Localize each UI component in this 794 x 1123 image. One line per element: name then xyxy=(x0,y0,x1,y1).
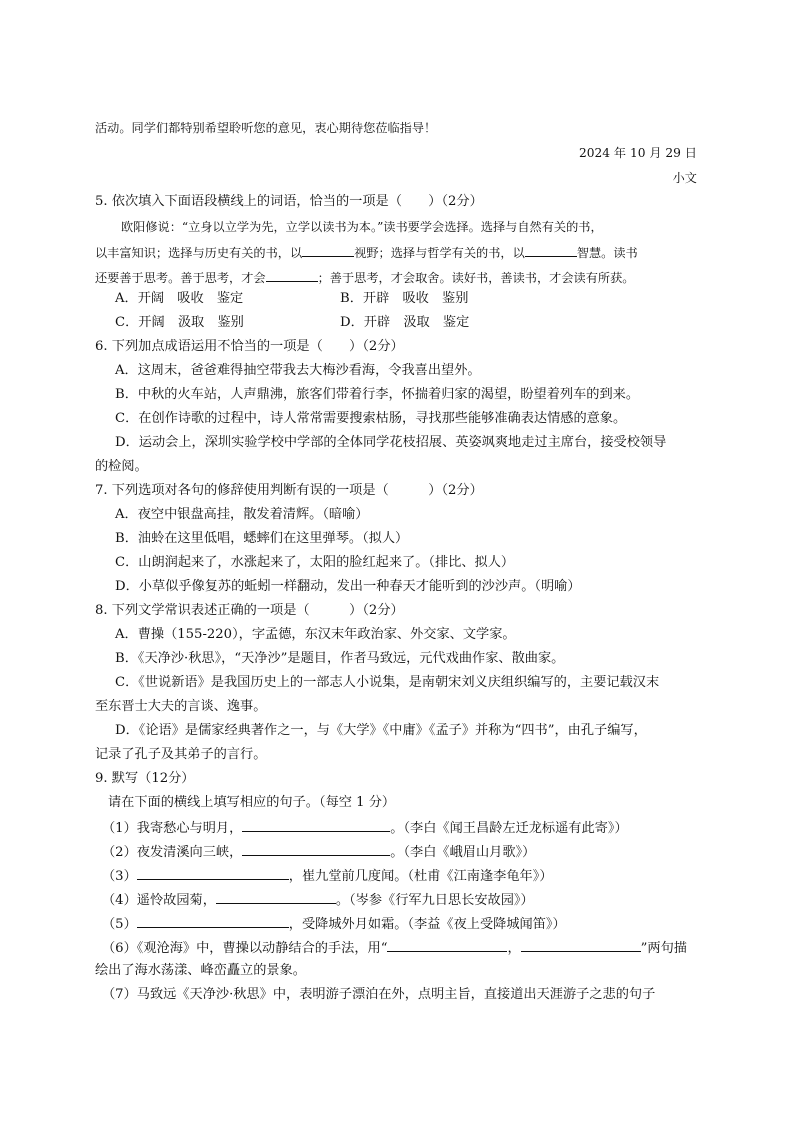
q9-blank-3[interactable] xyxy=(137,867,289,880)
q7-option-b[interactable]: B．油蛉在这里低唱，蟋蟀们在这里弹琴。（拟人） xyxy=(115,531,409,546)
q5-option-a[interactable]: A．开阔 吸收 鉴定 xyxy=(115,291,244,306)
q9-item-4: （4）遥怜故园菊， 。（岑参《行军九日思长安故园》） xyxy=(102,893,534,908)
signature-text: 小文 xyxy=(672,171,697,185)
q9-blank-5[interactable] xyxy=(137,915,289,928)
q9-blank-6[interactable] xyxy=(387,939,507,952)
q5-option-b[interactable]: B．开辟 吸收 鉴别 xyxy=(340,291,469,306)
q9-instruction: 请在下面的横线上填写相应的句子。（每空 1 分） xyxy=(108,795,396,810)
q6-option-c[interactable]: C．在创作诗歌的过程中，诗人常常需要搜索枯肠，寻找那些能够准确表达情感的意象。 xyxy=(115,411,627,426)
q8-option-c-cont: 至东晋士大夫的言谈、逸事。 xyxy=(95,699,267,714)
q9-item-3: （3） ，崔九堂前几度闻。（杜甫《江南逢李龟年》） xyxy=(102,869,553,884)
q5-option-d[interactable]: D．开辟 汲取 鉴定 xyxy=(340,315,470,330)
q6-option-b[interactable]: B．中秋的火车站，人声鼎沸，旅客们带着行李，怀揣着归家的渴望，盼望着列车的到来。 xyxy=(115,387,639,402)
q8-option-c[interactable]: C．《世说新语》是我国历史上的一部志人小说集，是南朝宋刘义庆组织编写的，主要记载汉末 xyxy=(115,675,660,690)
q6-stem: 6. 下列加点成语运用不恰当的一项是（ ）（2分） xyxy=(95,339,404,354)
q9-item-7: （7）马致远《天净沙·秋思》中，表明游子漂泊在外，点明主旨，直接道出天涯游子之悲的句子 xyxy=(102,987,656,1002)
q5-passage-line2: 以丰富知识；选择与历史有关的书，以 视野；选择与哲学有关的书，以 智慧。读书 xyxy=(95,246,638,260)
closing-text: 活动。同学们都特别希望聆听您的意见，衷心期待您莅临指导！ xyxy=(95,121,437,135)
q9-item-6: （6）《观沧海》中，曹操以动静结合的手法，用“ ， ”两句描 xyxy=(102,941,687,956)
q8-option-b[interactable]: B．《天净沙·秋思》，“天净沙”是题目，作者马致远，元代戏曲作家、散曲家。 xyxy=(115,651,565,666)
q5-blank-1[interactable] xyxy=(302,244,354,257)
q5-option-c[interactable]: C．开阔 汲取 鉴别 xyxy=(115,315,244,330)
q6-option-d-cont: 的检阅。 xyxy=(95,459,148,474)
q7-option-a[interactable]: A．夜空中银盘高挂，散发着清辉。（暗喻） xyxy=(115,507,369,522)
q6-option-a[interactable]: A．这周末，爸爸难得抽空带我去大梅沙看海，令我喜出望外。 xyxy=(115,363,481,378)
q5-blank-3[interactable] xyxy=(266,269,318,282)
q5-passage-line3: 还要善于思考。善于思考，才会 ；善于思考，才会取舍。读好书，善读书，才会读有所获。 xyxy=(95,271,635,285)
q9-blank-2[interactable] xyxy=(242,843,390,856)
date-text: 2024 年 10 月 29 日 xyxy=(579,146,697,160)
q9-item-2: （2）夜发清溪向三峡， 。（李白《峨眉山月歌》） xyxy=(102,845,536,860)
q8-option-d-cont: 记录了孔子及其弟子的言行。 xyxy=(95,747,267,762)
q9-item-5: （5） ，受降城外月如霜。（李益《夜上受降城闻笛》） xyxy=(102,917,566,932)
q8-option-a[interactable]: A．曹操（155-220），字孟德，东汉末年政治家、外交家、文学家。 xyxy=(115,627,516,642)
q5-blank-2[interactable] xyxy=(525,244,577,257)
q7-option-c[interactable]: C．山朗润起来了，水涨起来了，太阳的脸红起来了。（排比、拟人） xyxy=(115,555,515,570)
q9-blank-1[interactable] xyxy=(242,819,390,832)
q7-stem: 7. 下列选项对各句的修辞使用判断有误的一项是（ ）（2分） xyxy=(95,483,483,498)
q9-stem: 9. 默写（12分） xyxy=(95,771,195,786)
q8-option-d[interactable]: D．《论语》是儒家经典著作之一，与《大学》《中庸》《孟子》并称为“四书”，由孔子编写， xyxy=(115,723,647,738)
q6-option-d[interactable]: D．运动会上，深圳实验学校中学部的全体同学花枝招展、英姿飒爽地走过主席台，接受校领导 xyxy=(115,435,667,450)
q5-stem: 5. 依次填入下面语段横线上的词语，恰当的一项是（ ）（2分） xyxy=(95,194,483,209)
q9-item-6-cont: 绘出了海水荡漾、峰峦矗立的景象。 xyxy=(95,963,306,978)
q9-blank-4[interactable] xyxy=(216,891,336,904)
q7-option-d[interactable]: D．小草似乎像复苏的蚯蚓一样翻动，发出一种春天才能听到的沙沙声。（明喻） xyxy=(115,579,581,594)
q9-blank-7[interactable] xyxy=(521,939,641,952)
q5-passage-line1: 欧阳修说：“立身以立学为先，立学以读书为本。”读书要学会选择。选择与自然有关的书， xyxy=(121,220,603,234)
q8-stem: 8. 下列文学常识表述正确的一项是（ ）（2分） xyxy=(95,603,404,618)
q9-item-1: （1）我寄愁心与明月， 。（李白《闻王昌龄左迁龙标遥有此寄》） xyxy=(102,821,628,836)
